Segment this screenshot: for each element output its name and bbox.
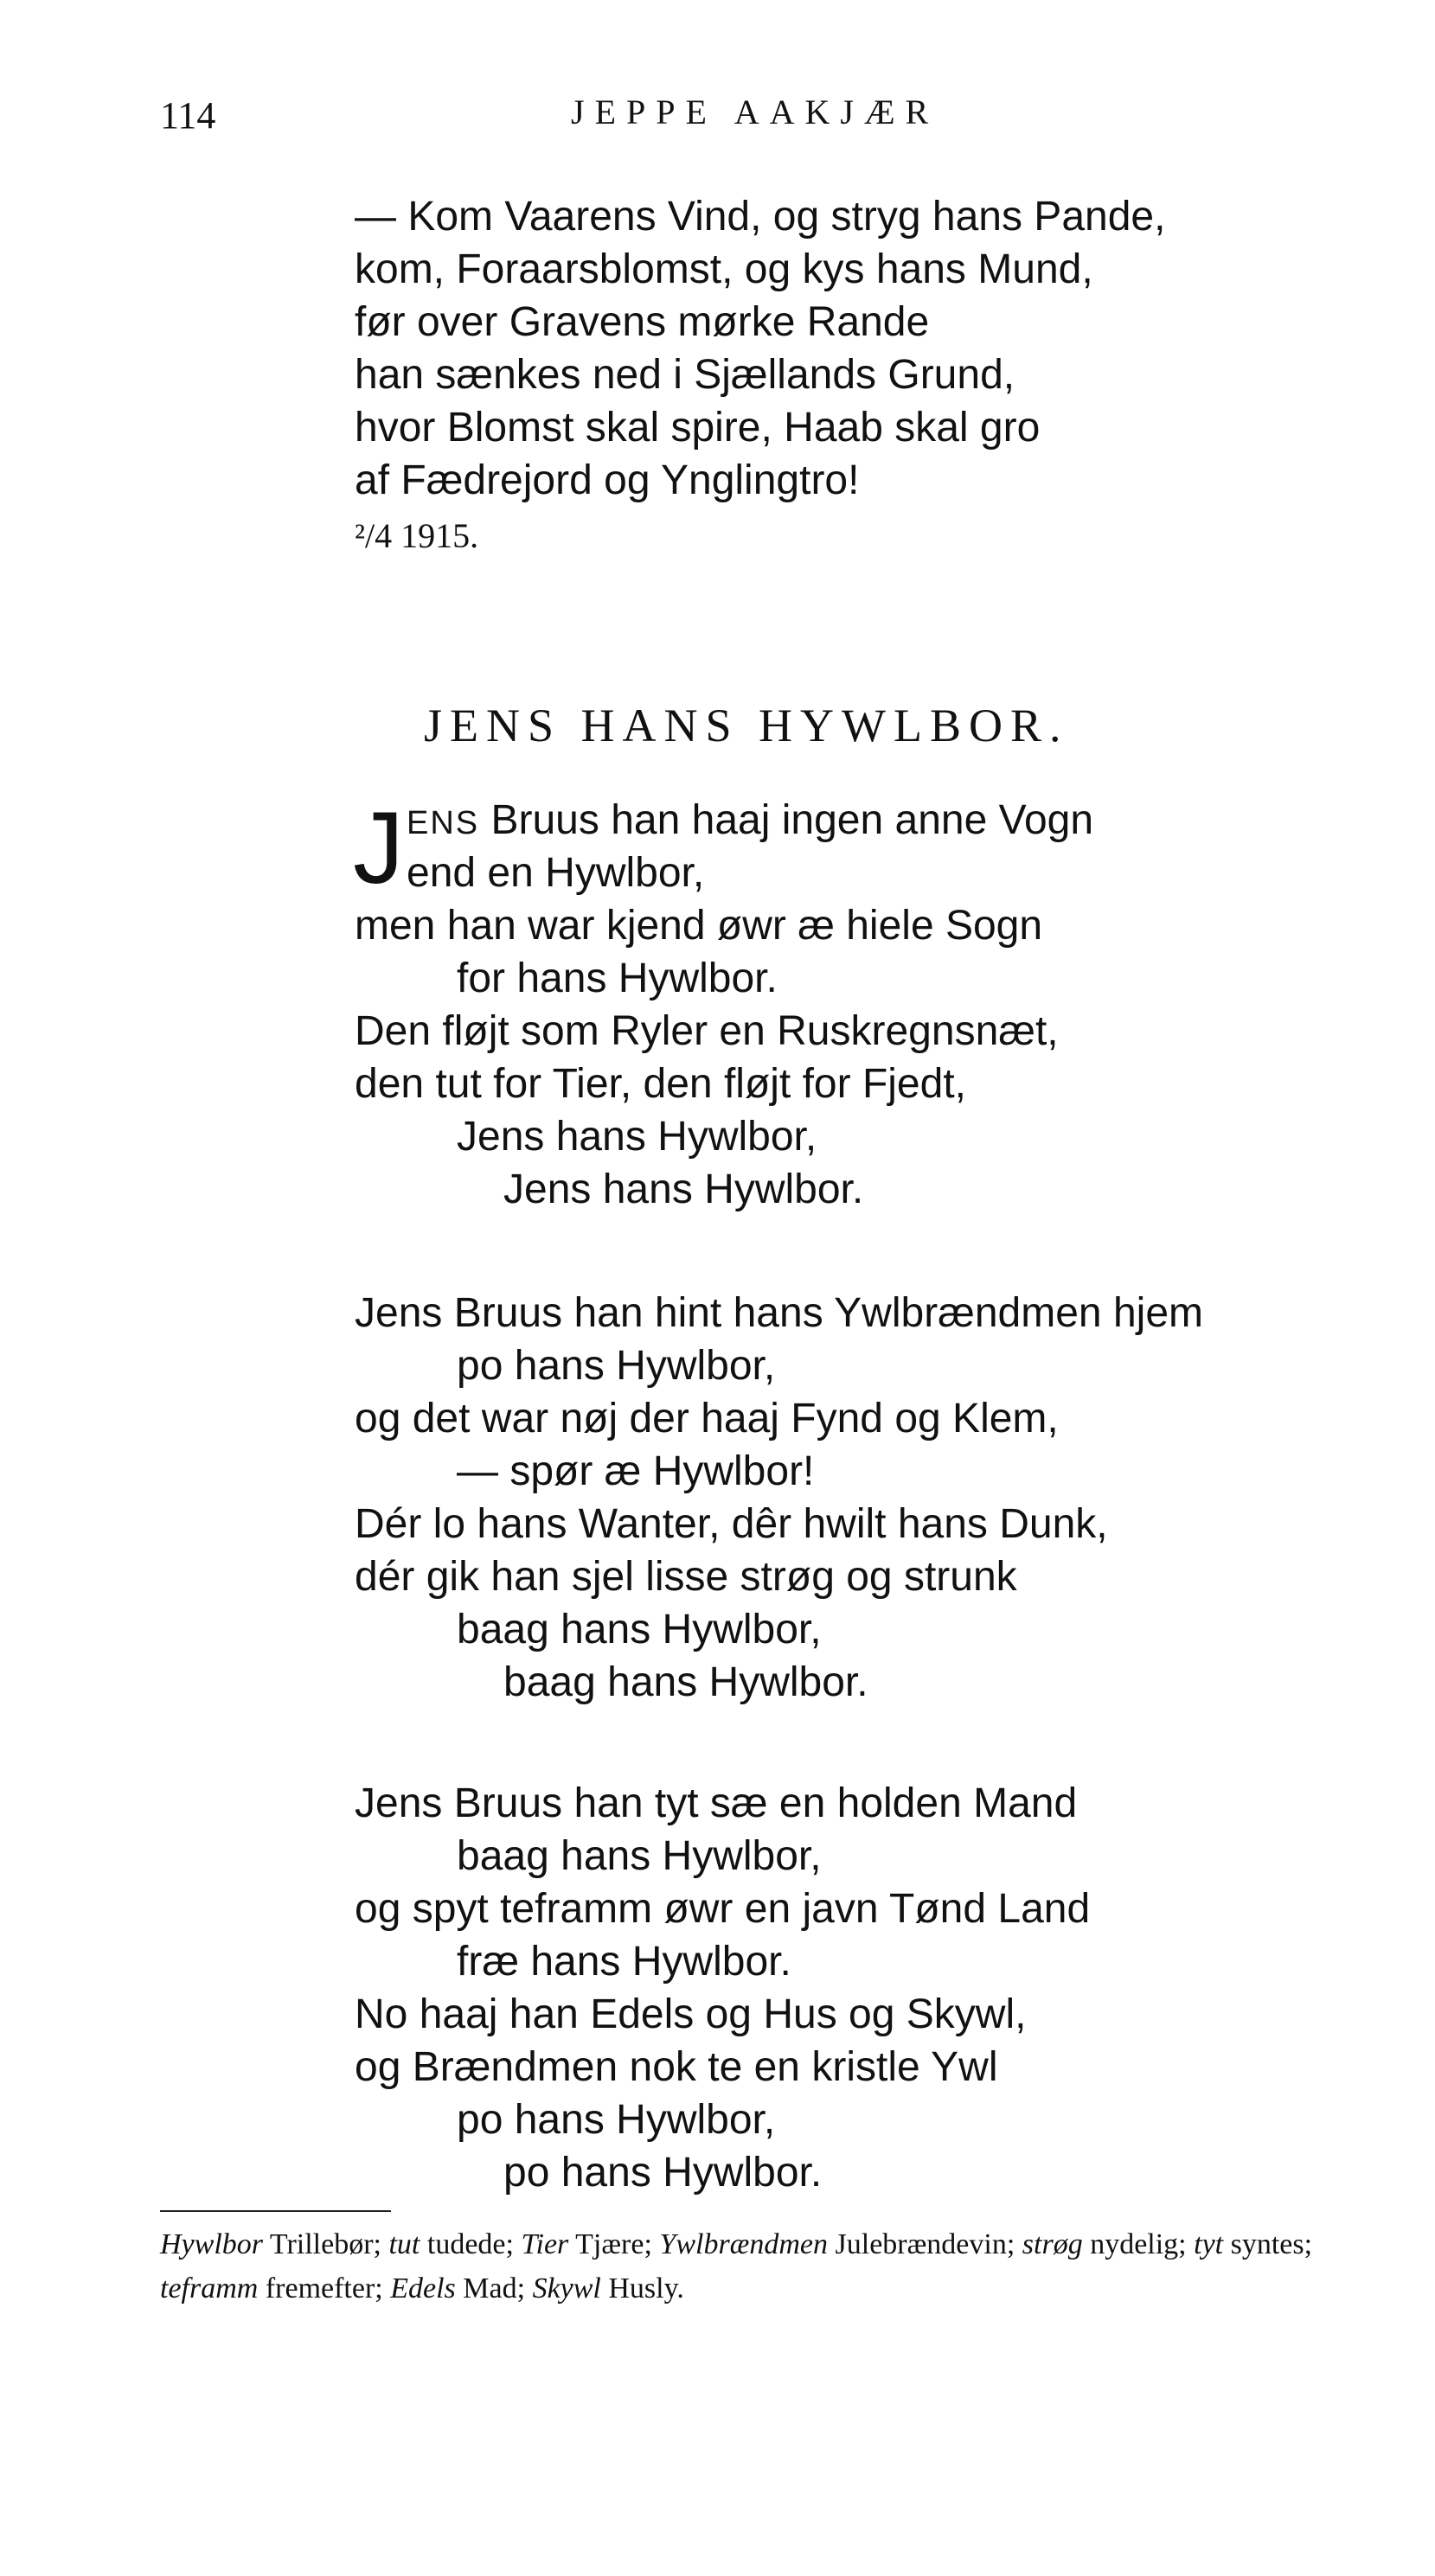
gloss-definition: Husly. [600,2272,684,2304]
gloss-definition: fremefter; [258,2272,391,2304]
poem-line: fræ hans Hywlbor. [457,1939,791,1985]
gloss-definition: Mad; [455,2272,533,2304]
poem-line: hvor Blomst skal spire, Haab skal gro [355,405,1041,451]
poem-line: Jens hans Hywlbor. [503,1167,864,1212]
running-head: JEPPE AAKJÆR [571,93,939,131]
poem-line: po hans Hywlbor, [457,1343,776,1389]
gloss-term: Tier [521,2228,569,2260]
gloss-term: Skywl [532,2272,601,2304]
gloss-definition: Tjære; [568,2228,660,2260]
poem-line: No haaj han Edels og Hus og Skywl, [355,1991,1027,2037]
poem-line: kom, Foraarsblomst, og kys hans Mund, [355,246,1093,292]
line-text: Bruus han haaj ingen anne Vogn [479,797,1094,843]
poem-line: — Kom Vaarens Vind, og stryg hans Pande, [355,194,1166,240]
poem-line: Jens hans Hywlbor, [457,1114,817,1160]
gloss-term: Hywlbor [160,2228,263,2260]
poem-line: Jens Bruus han tyt sæ en holden Mand [355,1780,1078,1826]
stanza-2 [355,1287,1203,1709]
gloss-term: Ywlbrændmen [659,2228,829,2260]
gloss-definition: nydelig; [1082,2228,1195,2260]
poem-line: han sænkes ned i Sjællands Grund, [355,352,1015,398]
poem-line: Dér lo hans Wanter, dêr hwilt hans Dunk, [355,1501,1108,1547]
stanza-3 [355,1777,1090,2199]
poem-line: den tut for Tier, den fløjt for Fjedt, [355,1061,966,1107]
gloss-term: tut [388,2228,420,2260]
poem-line: af Fædrejord og Ynglingtro! [355,457,860,503]
poem-line: Jens Bruus han hint hans Ywlbrændmen hjem [355,1290,1203,1336]
poem-line: dér gik han sjel lisse strøg og strunk [355,1554,1017,1600]
gloss-term: teframm [160,2272,259,2304]
poem-line: — spør æ Hywlbor! [457,1448,815,1494]
poem-line: men han war kjend øwr æ hiele Sogn [355,903,1043,949]
footnote-glossary [160,2222,1401,2311]
small-caps-text: ENS [407,805,480,841]
poem-date: ²/4 1915. [355,516,479,555]
poem-line: baag hans Hywlbor, [457,1833,822,1879]
poem-line: po hans Hywlbor. [503,2150,823,2196]
poem-line: end en Hywlbor, [407,850,705,896]
previous-poem-stanza [355,190,1165,507]
poem-line: Den fløjt som Ryler en Ruskregnsnæt, [355,1008,1059,1054]
poem-line: og spyt teframm øwr en javn Tønd Land [355,1886,1091,1932]
footnote-rule [160,2210,391,2212]
poem-line: og det war nøj der haaj Fynd og Klem, [355,1396,1059,1441]
gloss-term: strøg [1022,2228,1083,2260]
poem-line: po hans Hywlbor, [457,2097,776,2143]
gloss-definition: tudede; [420,2228,522,2260]
gloss-term: tyt [1194,2228,1224,2260]
drop-cap: J [353,791,404,905]
poem-line: for hans Hywlbor. [457,956,778,1001]
gloss-definition: syntes; [1223,2228,1313,2260]
gloss-definition: Trillebør; [263,2228,389,2260]
poem-line: og Brændmen nok te en kristle Ywl [355,2044,998,2090]
gloss-definition: Julebrændevin; [828,2228,1022,2260]
poem-line: baag hans Hywlbor, [457,1607,822,1652]
poem-line: baag hans Hywlbor. [503,1659,868,1705]
poem-title: JENS HANS HYWLBOR. [424,700,1069,751]
poem-line [355,794,1093,847]
poem-line: før over Gravens mørke Rande [355,299,930,345]
page-number: 114 [160,94,216,137]
gloss-term: Edels [390,2272,456,2304]
stanza-1 [353,791,1094,1216]
